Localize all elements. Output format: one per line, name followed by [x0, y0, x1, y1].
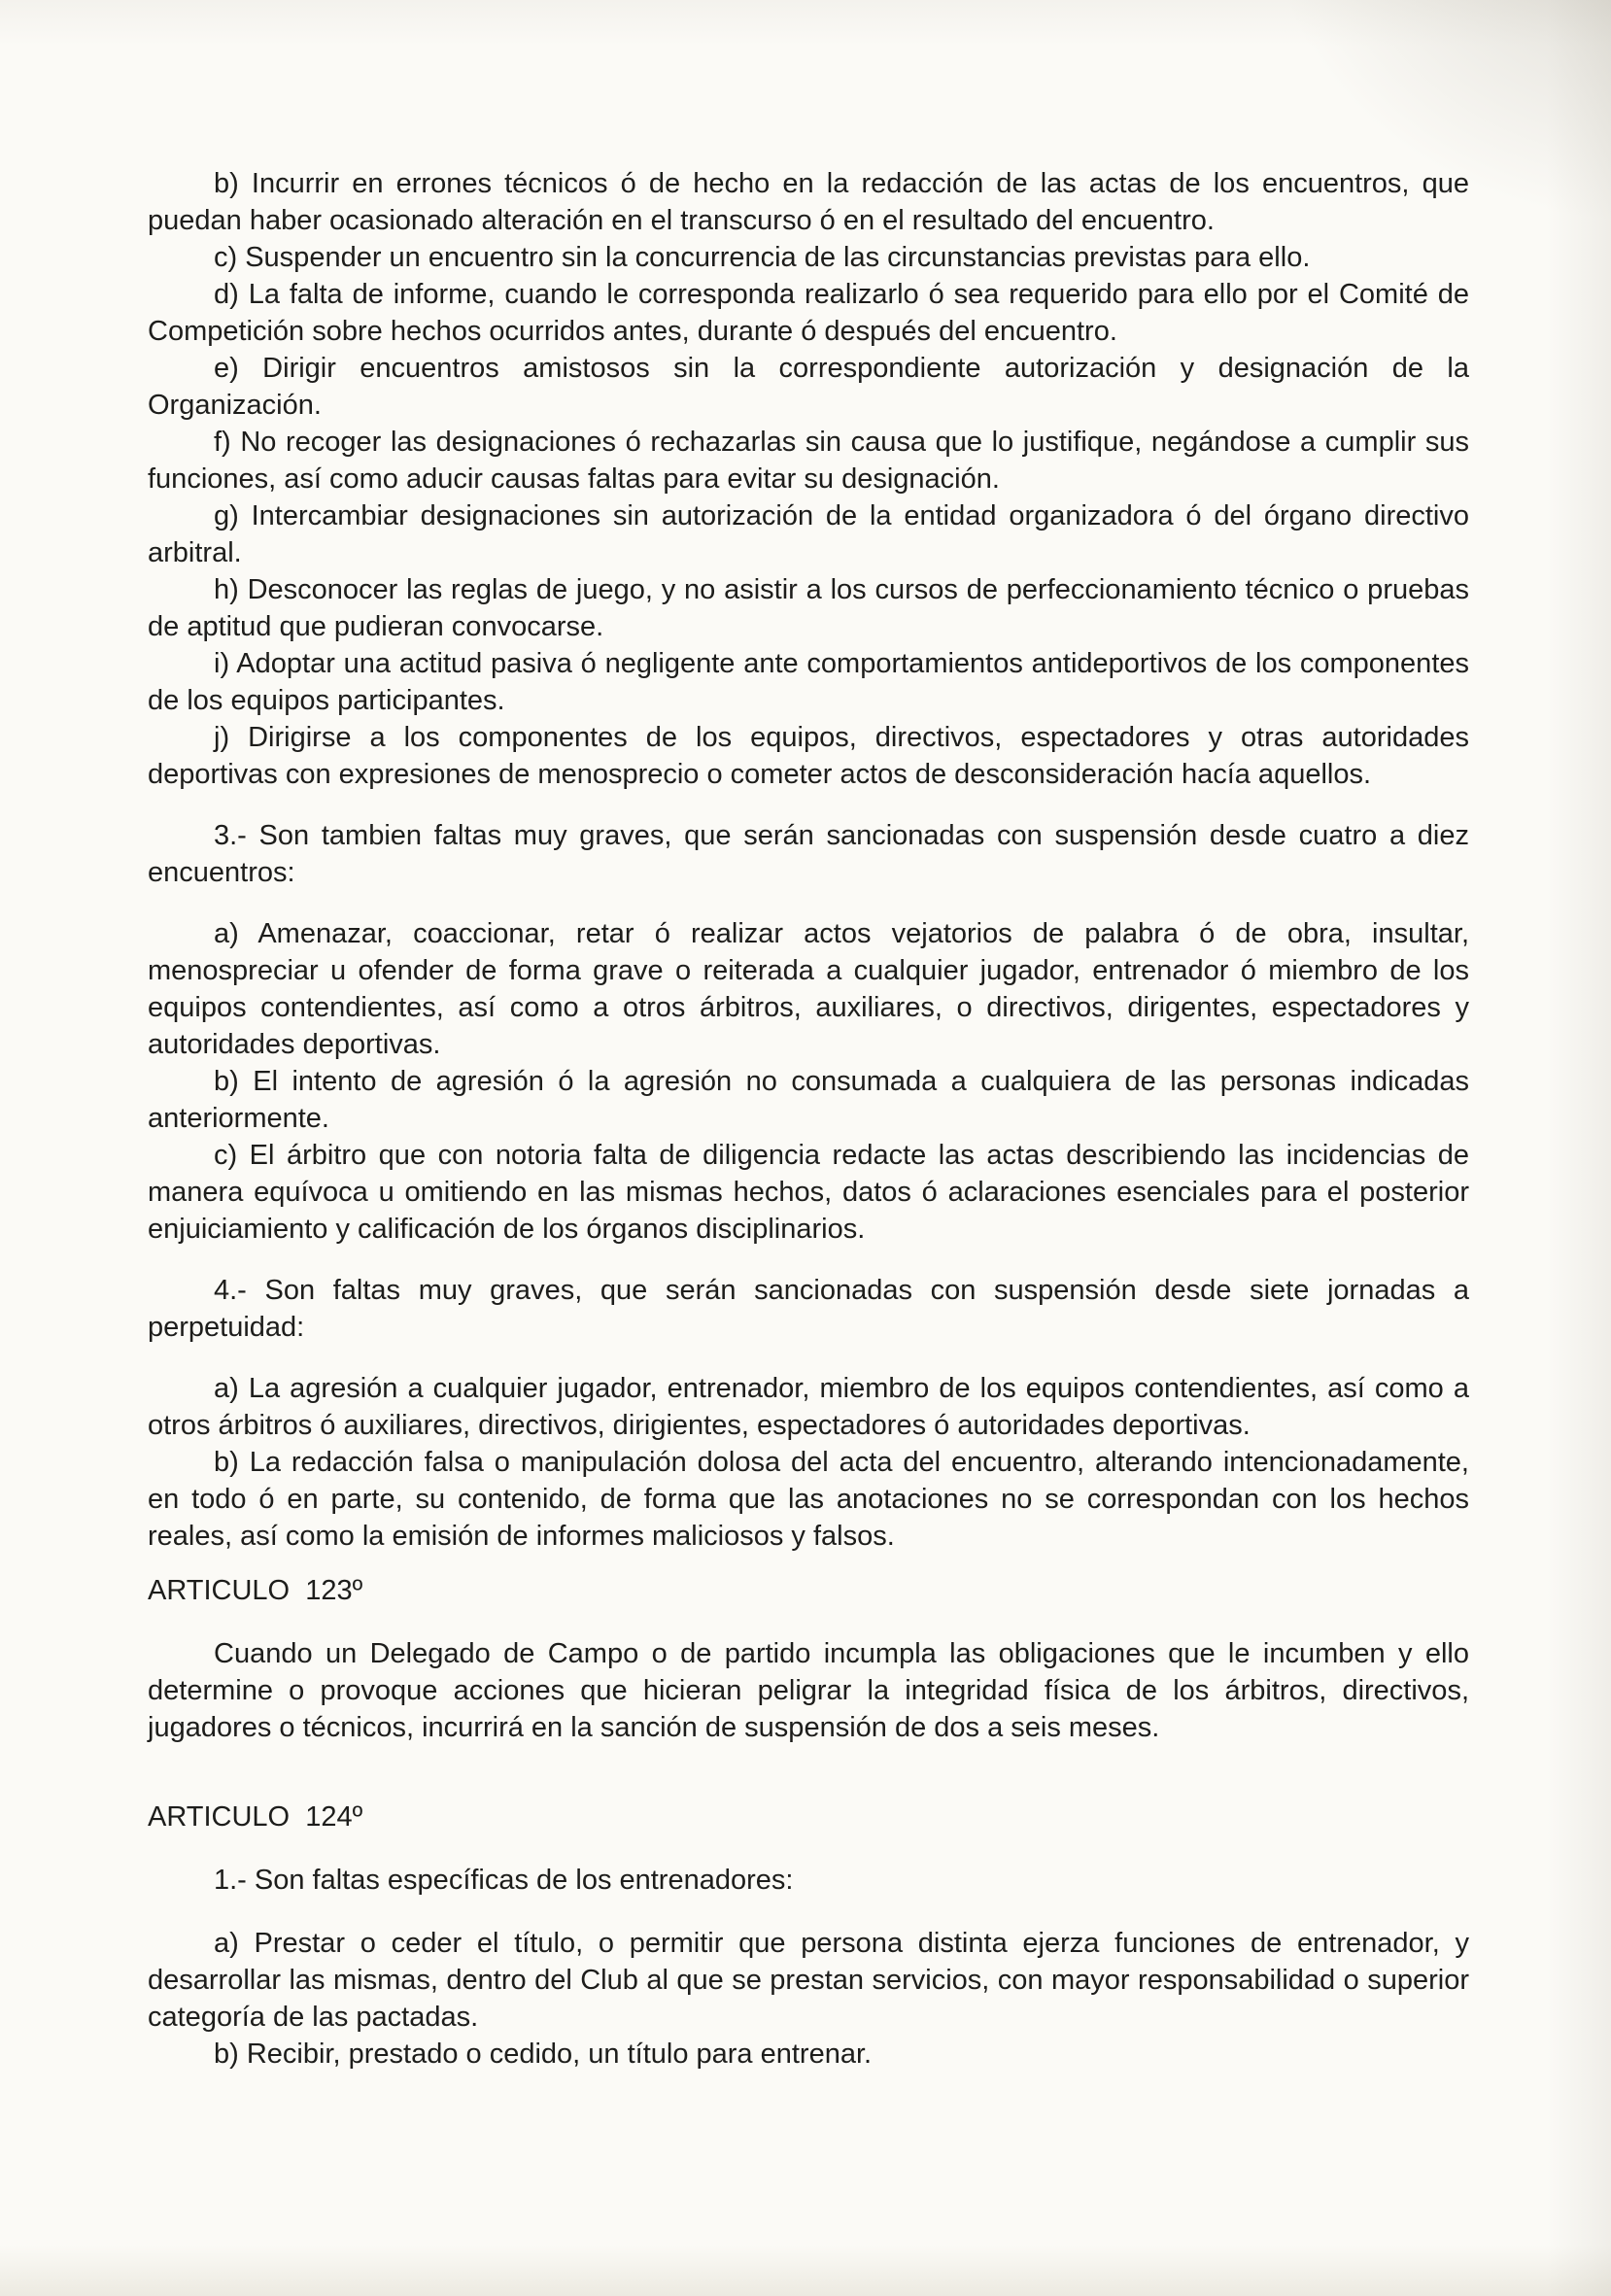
clause-e-amistosos: e) Dirigir encuentros amistosos sin la correspondiente autorización y designación de la Organización. [148, 353, 1469, 421]
article-123-body: Cuando un Delegado de Campo o de partido incumpla las obligaciones que le incumben y ello determine o provoque acciones que hicieran peligrar la integridad física de los árbitros, directivos, jugadores o técnicos, incurrirá en la sanción de suspensión de dos a seis meses. [148, 1638, 1469, 1743]
article-123-heading: ARTICULO 123º [148, 1575, 363, 1606]
article-124-heading: ARTICULO 124º [148, 1801, 363, 1833]
clause-c-suspender: c) Suspender un encuentro sin la concurrencia de las circunstancias previstas para ello. [214, 242, 1311, 273]
clause-j-dirigirse: j) Dirigirse a los componentes de los equipos, directivos, espectadores y otras autoridades deportivas con expresiones de menosprecio o cometer actos de desconsideración hacía aquellos. [148, 722, 1469, 790]
clause-124b-recibir-titulo: b) Recibir, prestado o cedido, un título para entrenar. [214, 2039, 873, 2070]
clause-124a-prestar-titulo: a) Prestar o ceder el título, o permitir que persona distinta ejerza funciones de entrenador, y desarrollar las mismas, dentro del Club al que se prestan servicios, con mayor responsabilidad o superior categoría de las pactadas. [148, 1928, 1469, 2033]
clause-b-actas: b) Incurrir en errones técnicos ó de hecho en la redacción de las actas de los encuentros, que puedan haber ocasionado alteración en el transcurso ó en el resultado del encuentro. [148, 168, 1469, 236]
clause-f-designaciones: f) No recoger las designaciones ó rechazarlas sin causa que lo justifique, negándose a cumplir sus funciones, así como aducir causas faltas para evitar su designación. [148, 427, 1469, 495]
section-4-intro: 4.- Son faltas muy graves, que serán sancionadas con suspensión desde siete jornadas a perpetuidad: [148, 1275, 1469, 1343]
clause-h-reglas-juego: h) Desconocer las reglas de juego, y no asistir a los cursos de perfeccionamiento técnico o pruebas de aptitud que pudieran convocarse. [148, 574, 1469, 642]
section-3-intro: 3.- Son tambien faltas muy graves, que serán sancionadas con suspensión desde cuatro a diez encuentros: [148, 820, 1469, 888]
clause-3c-arbitro-diligencia: c) El árbitro que con notoria falta de diligencia redacte las actas describiendo las incidencias de manera equívoca u omitiendo en las mismas hechos, datos ó aclaraciones esenciales para el posterior enjuiciamiento y calificación de los órganos disciplinarios. [148, 1140, 1469, 1245]
clause-3a-amenazar: a) Amenazar, coaccionar, retar ó realizar actos vejatorios de palabra ó de obra, insultar, menospreciar u ofender de forma grave o reiterada a cualquier jugador, entrenador ó miembro de los equipos contendientes, así como a otros árbitros, auxiliares, o directivos, dirigentes, espectadores y autoridades deportivas. [148, 918, 1469, 1060]
clause-d-falta-informe: d) La falta de informe, cuando le corresponda realizarlo ó sea requerido para ello por el Comité de Competición sobre hechos ocurridos antes, durante ó después del encuentro. [148, 279, 1469, 347]
clause-3b-intento-agresion: b) El intento de agresión ó la agresión no consumada a cualquiera de las personas indicadas anteriormente. [148, 1066, 1469, 1134]
clause-4b-redaccion-falsa: b) La redacción falsa o manipulación dolosa del acta del encuentro, alterando intencionadamente, en todo ó en parte, su contenido, de forma que las anotaciones no se correspondan con los hechos reales, así como la emisión de informes maliciosos y falsos. [148, 1447, 1469, 1552]
clause-4a-agresion: a) La agresión a cualquier jugador, entrenador, miembro de los equipos contendientes, así como a otros árbitros ó auxiliares, directivos, dirigientes, espectadores ó autoridades deportivas. [148, 1373, 1469, 1441]
clause-i-actitud-pasiva: i) Adoptar una actitud pasiva ó negligente ante comportamientos antideportivos de los componentes de los equipos participantes. [148, 648, 1469, 716]
article-124-intro: 1.- Son faltas específicas de los entrenadores: [214, 1865, 794, 1896]
clause-g-intercambiar: g) Intercambiar designaciones sin autorización de la entidad organizadora ó del órgano directivo arbitral. [148, 500, 1469, 568]
